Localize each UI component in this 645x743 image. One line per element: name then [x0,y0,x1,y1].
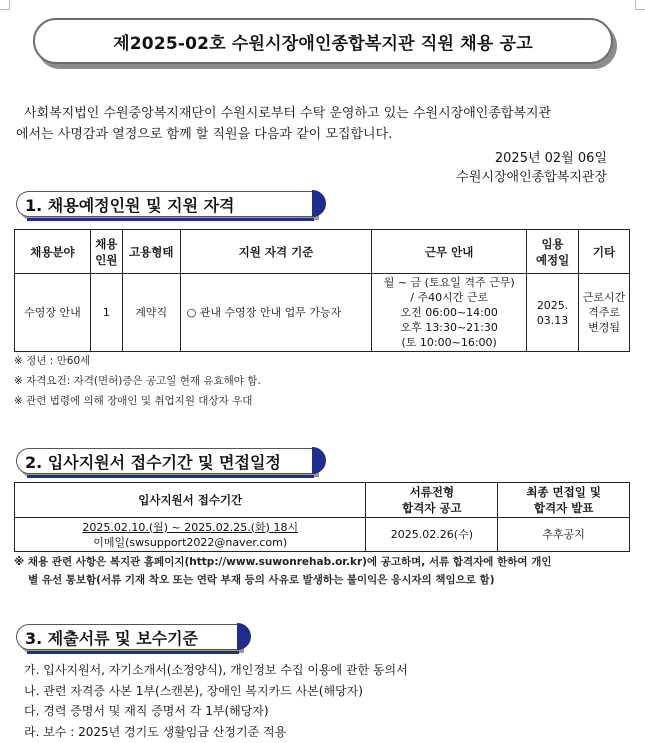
section-heading-text: 2. 입사지원서 접수기간 및 면접일정 [25,452,281,472]
application-period: 2025.02.10.(월) ~ 2025.02.25.(화) 18시 [82,520,299,534]
list-item: 다. 경력 증명서 및 재직 증명서 각 1부(해당자) [24,704,269,718]
table-row [15,518,630,552]
heading-decoration [312,190,326,217]
announcement-date: 2025년 02월 06일 [494,151,607,166]
cell-qualification: ○ 관내 수영장 안내 업무 가능자 [180,274,372,352]
intro-line: 에서는 사명감과 열정으로 함께 할 직원을 다음과 같이 모집합니다. [16,127,393,142]
cell-type: 계약직 [122,274,180,352]
table-header-row [15,230,630,274]
header-etc: 기타 [579,230,630,274]
schedule-table [14,482,630,552]
heading-decoration [237,623,251,650]
heading-underline [27,218,314,221]
section-heading-text: 1. 채용예정인원 및 지원 자격 [25,195,235,215]
list-item: 나. 관련 자격증 사본 1부(스캔본), 장애인 복지카드 사본(해당자) [24,683,363,698]
section-heading-3 [16,624,241,650]
section-heading-text: 3. 제출서류 및 보수기준 [25,628,199,648]
heading-underline [27,475,314,478]
table-header-row [15,483,630,518]
header-start-date: 임용 예정일 [527,230,579,274]
work-line: / 주40시간 근로 [410,291,489,304]
header-type: 고용형태 [122,230,180,274]
etc-line: 격주로 [588,306,620,319]
header-qualification: 지원 자격 기준 [180,230,372,274]
header-field: 채용분야 [15,230,91,274]
intro-line: 사회복지법인 수원중앙복지재단이 수원시로부터 수탁 운영하고 있는 수원시장애인종합복지관 [24,106,552,121]
section2-note [14,553,624,589]
cell-work [372,274,527,352]
header-final: 최종 면접일 및 합격자 발표 [498,483,630,518]
announcer-org: 수원시장애인종합복지관장 [456,170,607,185]
note-item: ※ 자격요건: 자격(면허)증은 공고일 현재 유효해야 함. [14,375,261,387]
section-heading-1 [16,191,316,217]
cell-etc [579,274,630,352]
page-corner-mark [635,0,645,10]
required-documents-list [24,660,408,742]
page-corner-mark [0,0,10,10]
start-date-line: 2025. [536,298,569,312]
start-date-line: 03.13 [536,313,569,327]
etc-line: 변경됨 [588,321,620,334]
header-work: 근무 안내 [372,230,527,274]
heading-underline [27,651,239,654]
table-row [15,274,630,352]
list-item: 가. 입사지원서, 자기소개서(소정양식), 개인정보 수집 이용에 관한 동의서 [24,663,408,677]
list-item: 라. 보수 : 2025년 경기도 생활임금 산정기준 적용 [24,724,287,739]
work-line: (토 10:00~16:00) [401,336,497,349]
work-line: 월 ~ 금 (토요일 격주 근무) [383,276,515,289]
etc-line: 근로시간 [582,291,626,304]
header-doc-result: 서류전형 합격자 공고 [366,483,498,518]
note-item: ※ 정년 : 만60세 [14,355,91,367]
section1-notes [14,351,261,411]
work-line: 오후 13:30~21:30 [400,321,498,334]
note-line: 별 유선 통보함(서류 기재 착오 또는 연락 부재 등의 사유로 발생하는 불이익은 응시자의 책임으로 함) [28,574,495,586]
intro-paragraph [16,103,616,145]
note-line: ※ 채용 관련 사항은 복지관 홈페이지(http://www.suwonrehab.or.kr)에 공고하며, 서류 합격자에 한하여 개인 [14,556,552,568]
work-line: 오전 06:00~14:00 [400,306,498,319]
cell-start-date [527,274,579,352]
heading-decoration [312,447,326,474]
cell-final: 추후공지 [498,518,630,552]
note-item: ※ 관련 법령에 의해 장애인 및 취업지원 대상자 우대 [14,395,253,407]
cell-field: 수영장 안내 [15,274,91,352]
cell-doc-result: 2025.02.26(수) [366,518,498,552]
header-count: 채용 인원 [90,230,122,274]
header-period: 입사지원서 접수기간 [15,483,366,518]
section-heading-2 [16,448,316,474]
application-email: 이메일(swsupport2022@naver.com) [93,535,288,549]
page-title: 제2025-02호 수원시장애인종합복지관 직원 채용 공고 [33,18,613,64]
recruitment-table [14,229,630,352]
cell-period [15,518,366,552]
cell-count: 1 [90,274,122,352]
